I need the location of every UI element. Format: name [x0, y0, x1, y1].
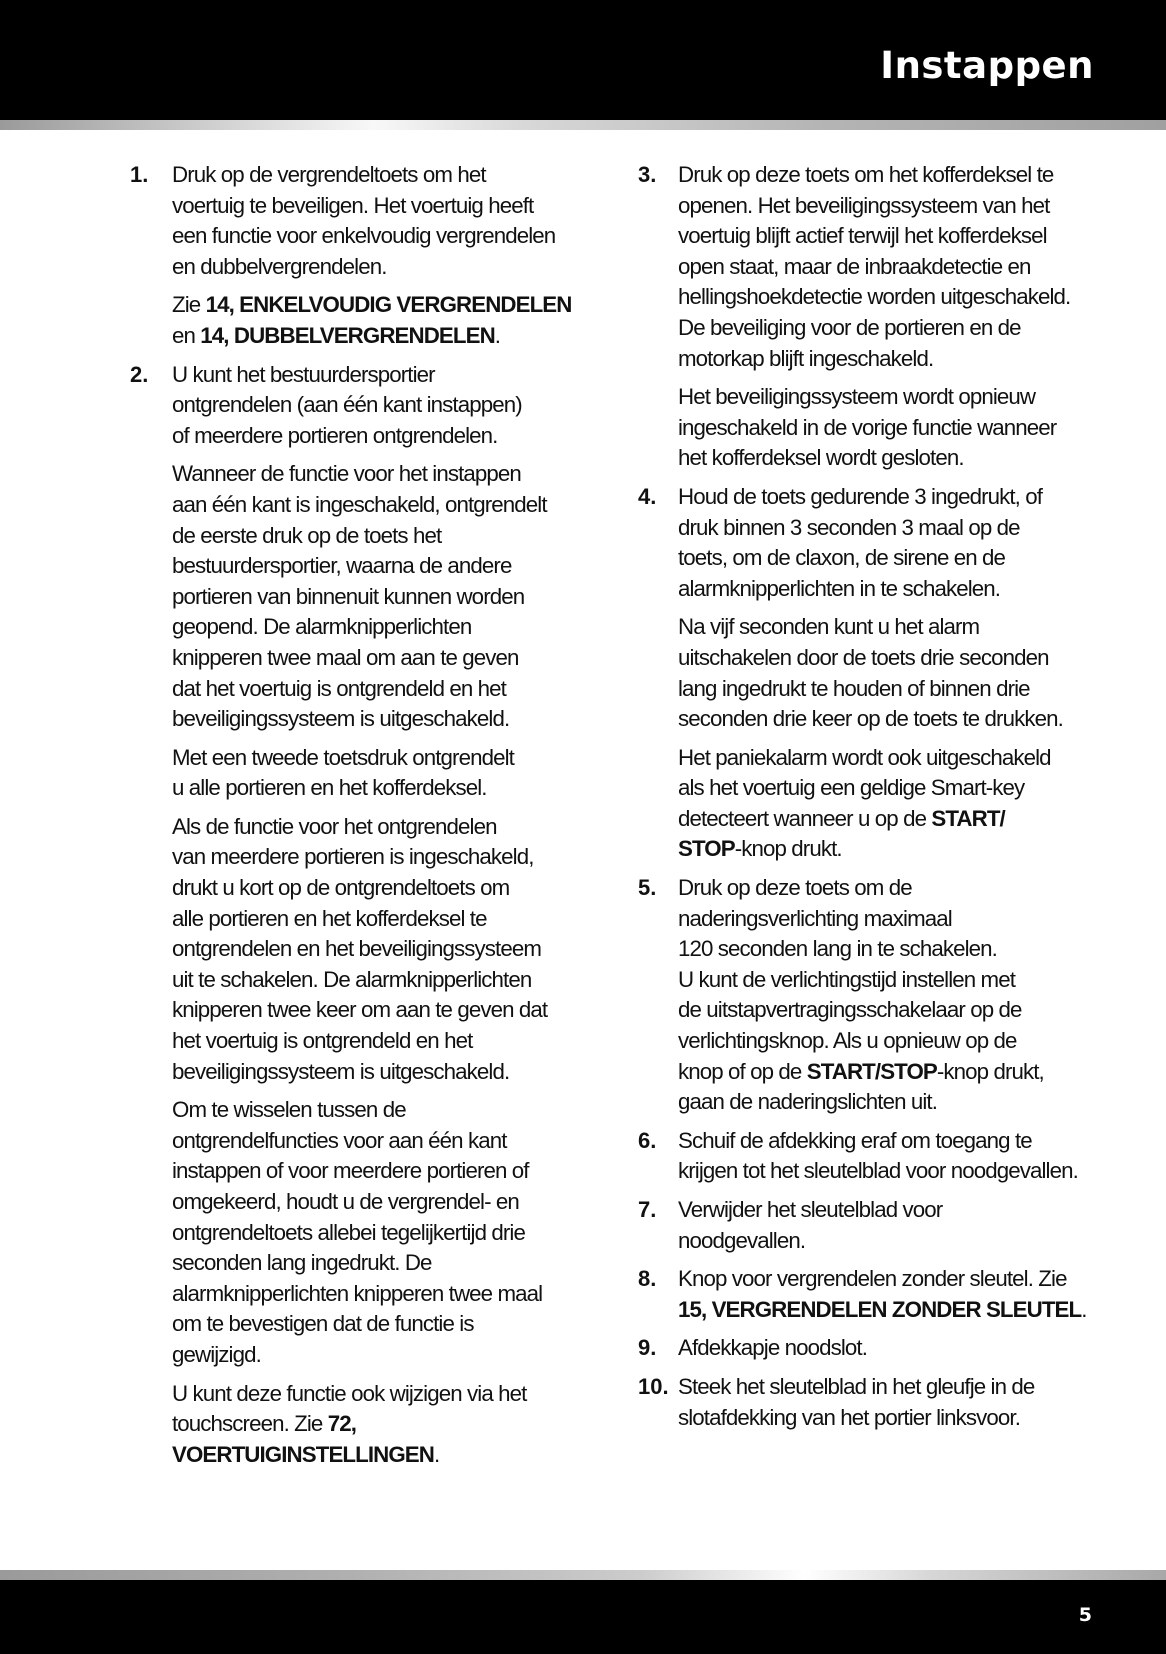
text-line: de eerste druk op de toets het	[172, 522, 442, 548]
cross-reference[interactable]: 14, ENKELVOUDIG VERGRENDELEN	[205, 292, 572, 318]
text-segment: knop of op de	[678, 1058, 807, 1084]
text-line: het kofferdeksel wordt gesloten.	[678, 445, 964, 471]
paragraph	[172, 1379, 600, 1471]
list-item	[636, 873, 1116, 1118]
text-line: U kunt deze functie ook wijzigen via het	[172, 1380, 527, 1406]
section-title: Instappen	[880, 44, 1094, 87]
text-line: Druk op de vergrendeltoets om het	[172, 162, 486, 187]
page-footer	[0, 1580, 1166, 1654]
text-line: knipperen twee keer om aan te geven dat	[172, 997, 548, 1023]
text-line: en dubbelvergrendelen.	[172, 253, 387, 279]
paragraph	[678, 382, 1116, 474]
text-line: gewijzigd.	[172, 1341, 261, 1367]
list-item	[636, 1333, 1116, 1364]
text-segment: .	[494, 322, 501, 348]
text-line: ontgrendelen en het beveiligingssysteem	[172, 936, 541, 962]
paragraph	[678, 1126, 1116, 1187]
text-line	[678, 1295, 1116, 1326]
item-number: 1.	[130, 162, 149, 187]
footer-divider	[0, 1570, 1166, 1580]
text-line: De beveiliging voor de portieren en de	[678, 314, 1021, 340]
item-number: 10.	[638, 1373, 669, 1399]
text-line: alle portieren en het kofferdeksel te	[172, 905, 487, 931]
text-line	[678, 834, 1116, 865]
paragraph	[678, 160, 1116, 374]
text-line: geopend. De alarmknipperlichten	[172, 614, 472, 640]
list-item	[636, 1264, 1116, 1325]
paragraph	[678, 873, 1116, 1118]
text-line	[172, 1409, 600, 1440]
list-item	[636, 1126, 1116, 1187]
cross-reference[interactable]: 14, DUBBELVERGRENDELEN	[200, 322, 495, 348]
text-line: openen. Het beveiligingssysteem van het	[678, 192, 1050, 218]
text-line: Wanneer de functie voor het instappen	[172, 461, 521, 487]
paragraph	[172, 1095, 600, 1370]
paragraph	[678, 482, 1116, 604]
text-segment: en	[172, 322, 201, 348]
text-line: Na vijf seconden kunt u het alarm	[678, 614, 980, 640]
item-number: 2.	[130, 361, 149, 387]
text-line: ontgrendelen (aan één kant instappen)	[172, 392, 522, 418]
text-line	[172, 290, 600, 321]
text-line: alarmknipperlichten knipperen twee maal	[172, 1280, 543, 1306]
page-number: 5	[1078, 1604, 1092, 1626]
text-line: Knop voor vergrendelen zonder sleutel. Zie	[678, 1266, 1067, 1292]
text-line: lang ingedrukt te houden of binnen drie	[678, 675, 1030, 701]
right-column	[636, 160, 1116, 1441]
text-line: Druk op deze toets om het kofferdeksel te	[678, 162, 1054, 187]
text-line	[678, 804, 1116, 835]
text-line: uitschakelen door de toets drie seconden	[678, 644, 1049, 670]
cross-reference[interactable]: 72,	[327, 1411, 357, 1437]
text-line: toets, om de claxon, de sirene en de	[678, 545, 1006, 571]
text-line: een functie voor enkelvoudig vergrendelen	[172, 223, 556, 249]
paragraph	[172, 360, 600, 452]
text-line: uit te schakelen. De alarmknipperlichten	[172, 966, 532, 992]
item-number: 9.	[638, 1335, 657, 1361]
text-line: voertuig te beveiligen. Het voertuig heeft	[172, 192, 534, 218]
text-line: aan één kant is ingeschakeld, ontgrendelt	[172, 491, 547, 517]
text-line: als het voertuig een geldige Smart-key	[678, 775, 1025, 801]
text-line: Houd de toets gedurende 3 ingedrukt, of	[678, 483, 1043, 509]
item-number: 3.	[638, 162, 657, 187]
paragraph	[172, 812, 600, 1087]
text-line: beveiligingssysteem is uitgeschakeld.	[172, 1058, 510, 1084]
text-segment: Zie	[172, 292, 206, 318]
text-line: krijgen tot het sleutelblad voor noodgevallen.	[678, 1158, 1078, 1184]
text-line: Druk op deze toets om de	[678, 875, 912, 901]
cross-reference[interactable]: STOP	[678, 836, 735, 862]
text-line	[172, 321, 600, 352]
text-line: knipperen twee maal om aan te geven	[172, 644, 519, 670]
text-line: ontgrendeltoets allebei tegelijkertijd drie	[172, 1219, 525, 1245]
text-line: portieren van binnenuit kunnen worden	[172, 583, 525, 609]
text-line: van meerdere portieren is ingeschakeld,	[172, 844, 534, 870]
text-line: seconden drie keer op de toets te drukken.	[678, 706, 1063, 732]
item-number: 8.	[638, 1266, 657, 1292]
text-line: Het paniekalarm wordt ook uitgeschakeld	[678, 744, 1051, 770]
text-line: of meerdere portieren ontgrendelen.	[172, 422, 498, 448]
text-line: ontgrendelfuncties voor aan één kant	[172, 1127, 507, 1153]
text-line: 120 seconden lang in te schakelen.	[678, 936, 997, 962]
list-item	[636, 1372, 1116, 1433]
text-line: Verwijder het sleutelblad voor	[678, 1197, 943, 1222]
text-line: drukt u kort op de ontgrendeltoets om	[172, 875, 510, 901]
text-line: Met een tweede toetsdruk ontgrendelt	[172, 744, 514, 770]
text-line: gaan de naderingslichten uit.	[678, 1089, 938, 1115]
text-line: U kunt het bestuurdersportier	[172, 361, 435, 387]
paragraph	[172, 290, 600, 351]
cross-reference[interactable]: START/STOP	[806, 1058, 937, 1084]
text-segment: .	[433, 1441, 440, 1467]
text-line: slotafdekking van het portier linksvoor.	[678, 1404, 1021, 1430]
cross-reference[interactable]: VOERTUIGINSTELLINGEN	[172, 1441, 434, 1467]
text-line: het voertuig is ontgrendeld en het	[172, 1028, 473, 1054]
header-divider	[0, 120, 1166, 130]
item-number: 7.	[638, 1197, 657, 1222]
paragraph	[678, 1195, 1116, 1256]
item-number: 6.	[638, 1127, 657, 1153]
text-line: open staat, maar de inbraakdetectie en	[678, 253, 1031, 279]
text-line	[172, 1440, 600, 1471]
list-item	[636, 482, 1116, 865]
text-line: u alle portieren en het kofferdeksel.	[172, 775, 487, 801]
text-line: alarmknipperlichten in te schakelen.	[678, 575, 1001, 601]
text-line: beveiligingssysteem is uitgeschakeld.	[172, 706, 510, 732]
item-number: 4.	[638, 483, 657, 509]
text-line: de uitstapvertragingsschakelaar op de	[678, 997, 1022, 1023]
text-line: ingeschakeld in de vorige functie wanneer	[678, 414, 1057, 440]
text-line: motorkap blijft ingeschakeld.	[678, 345, 934, 371]
text-line: Afdekkapje noodslot.	[678, 1335, 868, 1361]
text-line: Als de functie voor het ontgrendelen	[172, 813, 497, 839]
text-line	[678, 1057, 1116, 1088]
text-line: naderingsverlichting maximaal	[678, 905, 952, 931]
text-line: om te bevestigen dat de functie is	[172, 1311, 474, 1337]
paragraph	[172, 160, 600, 282]
text-line: verlichtingsknop. Als u opnieuw op de	[678, 1028, 1017, 1054]
list-item	[636, 160, 1116, 474]
text-line: seconden lang ingedrukt. De	[172, 1250, 432, 1276]
paragraph	[172, 743, 600, 804]
text-line: Het beveiligingssysteem wordt opnieuw	[678, 384, 1036, 410]
text-segment: touchscreen. Zie	[172, 1411, 328, 1437]
text-line: bestuurdersportier, waarna de andere	[172, 553, 512, 579]
cross-reference[interactable]: START/	[931, 805, 1005, 831]
paragraph	[678, 1333, 1116, 1364]
text-line: instappen of voor meerdere portieren of	[172, 1158, 529, 1184]
list-item	[636, 1195, 1116, 1256]
text-segment: -knop drukt.	[734, 836, 842, 862]
text-line: noodgevallen.	[678, 1227, 806, 1253]
paragraph	[678, 1264, 1116, 1325]
text-line: Schuif de afdekking eraf om toegang te	[678, 1127, 1032, 1153]
item-number: 5.	[638, 875, 657, 901]
text-segment: .	[1081, 1296, 1087, 1322]
text-line: hellingshoekdetectie worden uitgeschakeld.	[678, 284, 1071, 310]
text-segment: -knop drukt,	[936, 1058, 1044, 1084]
paragraph	[678, 612, 1116, 734]
list-item	[130, 160, 600, 352]
text-line: U kunt de verlichtingstijd instellen met	[678, 966, 1016, 992]
text-line: dat het voertuig is ontgrendeld en het	[172, 675, 506, 701]
left-column	[130, 160, 600, 1478]
paragraph	[678, 1372, 1116, 1433]
page-header	[0, 0, 1166, 120]
text-line: omgekeerd, houdt u de vergrendel- en	[172, 1189, 519, 1214]
text-line: druk binnen 3 seconden 3 maal op de	[678, 514, 1020, 540]
paragraph	[172, 459, 600, 734]
text-line: Om te wisselen tussen de	[172, 1097, 406, 1123]
cross-reference[interactable]: 15, VERGRENDELEN ZONDER SLEUTEL	[678, 1296, 1082, 1322]
paragraph	[678, 743, 1116, 865]
text-segment: detecteert wanneer u op de	[678, 805, 932, 831]
list-item	[130, 360, 600, 1471]
text-line: Steek het sleutelblad in het gleufje in de	[678, 1373, 1035, 1399]
text-line: voertuig blijft actief terwijl het kofferdeksel	[678, 223, 1047, 249]
